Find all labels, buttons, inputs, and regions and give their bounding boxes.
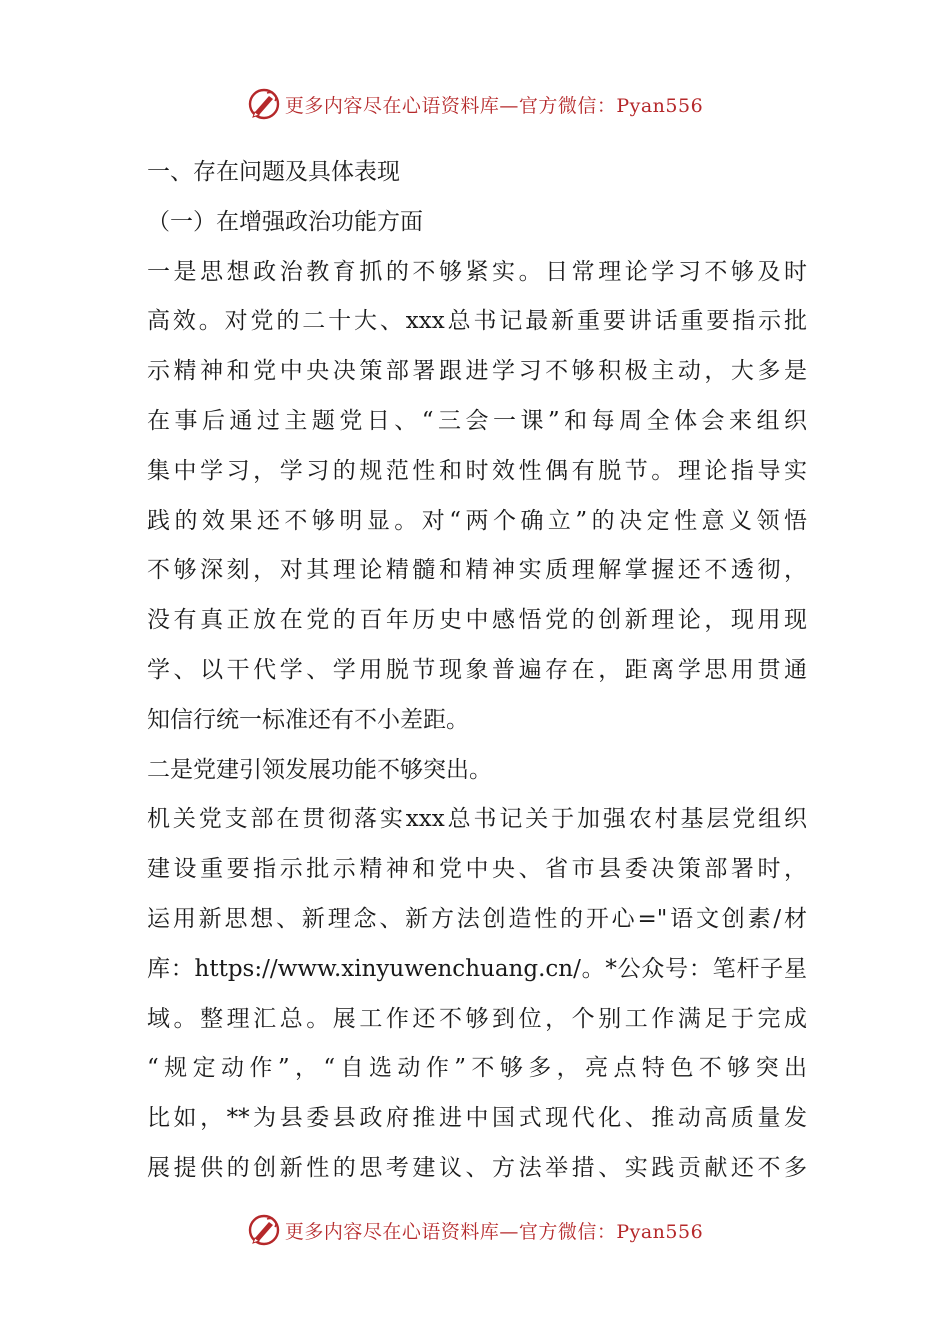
pen-logo-icon: [247, 87, 281, 121]
document-body: [147, 148, 807, 1194]
paragraph-line: 比如，**为县委县政府推进中国式现代化、推动高质量发: [147, 1105, 807, 1132]
header-banner: [0, 86, 950, 122]
pen-logo-icon: [247, 1213, 281, 1247]
paragraph-line: 一是思想政治教育抓的不够紧实。日常理论学习不够及时: [147, 258, 807, 285]
paragraph-line: 库：https://www.xinyuwenchuang.cn/。*公众号：笔杆子星: [147, 955, 807, 982]
paragraph-line: 不够深刻，对其理论精髓和精神实质理解掌握还不透彻，: [147, 557, 807, 584]
paragraph-line: 学、以干代学、学用脱节现象普遍存在，距离学思用贯通: [147, 656, 807, 683]
paragraph-line: 建设重要指示批示精神和党中央、省市县委决策部署时，: [147, 856, 807, 883]
paragraph-line: 没有真正放在党的百年历史中感悟党的创新理论，现用现: [147, 607, 807, 634]
paragraph-line: 展提供的创新性的思考建议、方法举措、实践贡献还不多: [147, 1154, 807, 1181]
paragraph-line: 在事后通过主题党日、“三会一课”和每周全体会来组织: [147, 407, 807, 434]
paragraph-line: 运用新思想、新理念、新方法创造性的开心="语文创素/材: [147, 905, 807, 932]
paragraph-line: 高效。对党的二十大、xxx总书记最新重要讲话重要指示批: [147, 308, 807, 335]
paragraph-line: 二是党建引领发展功能不够突出。: [147, 756, 492, 783]
paragraph-line: “规定动作”，“自选动作”不够多，亮点特色不够突出: [147, 1055, 807, 1082]
paragraph-line: 域。整理汇总。展工作还不够到位，个别工作满足于完成: [147, 1005, 807, 1032]
paragraph-line: 示精神和党中央决策部署跟进学习不够积极主动，大多是: [147, 358, 807, 385]
footer-banner: [0, 1212, 950, 1248]
section-heading: 一、存在问题及具体表现: [147, 159, 400, 185]
footer-banner-text: 更多内容尽在心语资料库—官方微信：Pyan556: [284, 1220, 704, 1243]
paragraph-line: 践的效果还不够明显。对“两个确立”的决定性意义领悟: [147, 507, 807, 534]
subsection-heading: （一）在增强政治功能方面: [147, 208, 423, 235]
paragraph-line: 集中学习，学习的规范性和时效性偶有脱节。理论指导实: [147, 457, 807, 484]
header-banner-text: 更多内容尽在心语资料库—官方微信：Pyan556: [284, 94, 704, 117]
paragraph-line: 知信行统一标准还有不小差距。: [147, 706, 469, 733]
paragraph-line: 机关党支部在贯彻落实xxx总书记关于加强农村基层党组织: [147, 806, 807, 833]
